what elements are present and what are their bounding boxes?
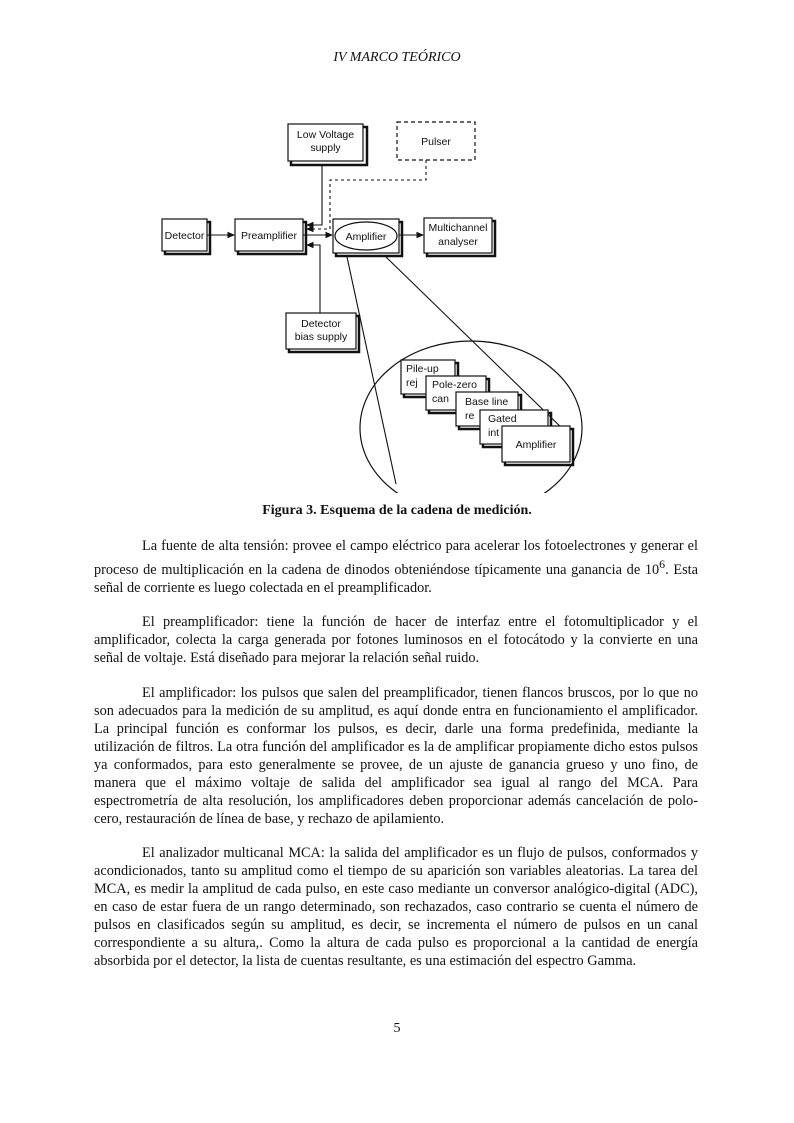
- pileup-label-1: Pile-up: [406, 363, 439, 375]
- low-voltage-supply-box: [288, 124, 367, 165]
- paragraph-mca: El analizador multicanal MCA: la salida del amplificador es un flujo de pulsos, conformados y acondicionados, tanto su amplitud como el tiempo de su aparición son variables aleatorias. La tarea del MCA, es medir la amplitud de cada pulso, en este caso mediante un conversor analógico-digital (ADC), en caso de estar fuera de un rango determinado, son rechazados, caso contrario se cuenta el número de pulsos en clasificados según su amplitud, es decir, se incrementa el número de pulsos en un canal correspondiente a su altura,. Como la altura de cada pulso es proporcional a la cantidad de energía absorbida por el detector, la lista de cuentas resultante, es una estimación del espectro Gamma.: [94, 845, 698, 969]
- paragraph-1-text-end: . Esta señal de corriente es luego colectada en el preamplificador.: [94, 561, 698, 596]
- page-number: 5: [393, 1021, 401, 1036]
- polezero-label-1: Pole-zero: [432, 379, 477, 391]
- low-voltage-label-1: Low Voltage: [296, 129, 355, 141]
- detector-label: Detector: [164, 230, 205, 242]
- amplifier-label: Amplifier: [345, 231, 387, 243]
- paragraph-high-voltage: [94, 538, 698, 597]
- mca-label-2: analyser: [438, 236, 478, 248]
- amplifier-box: [333, 219, 402, 256]
- pulser-box: [397, 122, 475, 160]
- paragraph-amplifier: El amplificador: los pulsos que salen del preamplificador, tienen flancos bruscos, por lo que no son adecuados para la medición de su amplitud, es aquí donde entra en funcionamiento el amplificador. La principal función es conformar los pulsos, es decir, darle una forma predefinida, mediante la utilización de filtros. La otra función del amplificador es la de amplificar propiamente dicho estos pulsos ya conformados, para esto generalmente se provee, de un ajuste de ganancia grueso y uno fino, de manera que el máximo voltaje de salida del amplificador sea igual al rango del MCA. Para espectrometría de alta resolución, los amplificadores deben proporcionar además cancelación de polo-cero, restauración de línea de base, y rechazo de apilamiento.: [94, 685, 698, 827]
- bias-label-1: Detector: [301, 318, 341, 330]
- baseline-label-1: Base line: [465, 396, 509, 408]
- baseline-label-2: re: [465, 410, 475, 422]
- polezero-label-2: can: [432, 393, 449, 405]
- bias-label-2: bias supply: [294, 331, 348, 343]
- gated-label-2: int: [488, 427, 500, 439]
- preamplifier-box: [235, 219, 306, 254]
- preamplifier-label: Preamplifier: [240, 230, 298, 242]
- pulser-label: Pulser: [421, 136, 451, 148]
- low-voltage-label-2: supply: [310, 142, 341, 154]
- body-text: [94, 538, 698, 988]
- detector-box: [162, 219, 210, 254]
- superscript-exponent: 6: [659, 556, 666, 571]
- paragraph-1-text: La fuente de alta tensión: provee el campo eléctrico para acelerar los fotoelectrones y generar el proceso de multiplicación en la cadena de dinodos obteniéndose típicamente una ganancia de 10: [94, 538, 698, 578]
- paragraph-preamplifier: El preamplificador: tiene la función de hacer de interfaz entre el fotomultiplicador y el amplificador, colecta la carga generada por fotones luminosos en el fotocátodo y la convierte en una señal de voltaje. Está diseñado para mejorar la relación señal ruido.: [94, 614, 698, 667]
- pileup-label-2: rej: [406, 377, 418, 389]
- measurement-chain-diagram: [150, 108, 590, 493]
- multichannel-analyser-box: [424, 218, 495, 256]
- gated-label-1: Gated: [488, 413, 517, 425]
- stack-amplifier-label: Amplifier: [515, 439, 557, 451]
- figure-caption: Figura 3. Esquema de la cadena de medición.: [262, 503, 532, 518]
- stack-amplifier-box: [502, 426, 573, 465]
- mca-label-1: Multichannel: [428, 222, 488, 234]
- page-header: IV MARCO TEÓRICO: [333, 50, 461, 65]
- detector-bias-supply-box: [286, 313, 359, 352]
